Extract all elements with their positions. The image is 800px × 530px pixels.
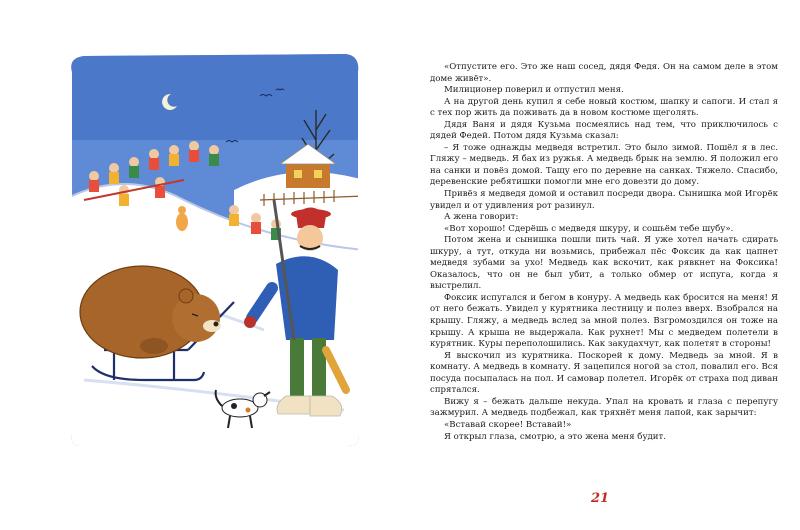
- paragraph: Я выскочил из курятника. Поскорей к дому. Медведь за мной. Я в комнату. А медведь в комнату. Я зацепился ногой за стол, повалил его. Вся посуда посыпалась на пол. И самовар полетел. Игорёк от страха под диван спрятался.: [430, 350, 778, 396]
- paragraph: Вижу я – бежать дальше некуда. Упал на кровать и глаза с перепугу зажмурил. А медведь подбежал, как тряхнёт меня лапой, как зарычит:: [430, 396, 778, 419]
- paragraph: Я открыл глаза, смотрю, а это жена меня будит.: [444, 431, 667, 442]
- paragraph: А жена говорит:: [444, 212, 519, 223]
- right-page: [400, 0, 800, 530]
- paragraph: Милиционер поверил и отпустил меня.: [444, 85, 624, 96]
- paragraph: – Я тоже однажды медведя встретил. Это было зимой. Пошёл я в лес. Гляжу – медведь. Я бах из ружья. А медведь брык на землю. Я положил его на санки и повёз домой. Тащу его по деревне на санках. Тяжело. Спасибо, деревенские ребятишки помогли мне его довезти до дому.: [430, 142, 778, 188]
- paragraph: «Отпустите его. Это же наш сосед, дядя Федя. Он на самом деле в этом доме живёт».: [430, 62, 778, 84]
- illustration-bear-sled: [64, 50, 364, 450]
- paragraph: Потом жена и сынишка пошли пить чай. Я уже хотел начать сдирать шкуру, а тут, откуда ни возьмись, прибежал пёс Фоксик да как цапнет медведя зубами за ухо! Медведь как вскочит, как рявкнет на Фоксика! Оказалось, что он не был убит, а только обмер от испуга, когда я выстрелил.: [430, 235, 778, 292]
- paragraph: Привёз я медведя домой и оставил посреди двора. Сынишка мой Игорёк увидел и от удивления рот разинул.: [430, 189, 778, 211]
- paragraph: Фоксик испугался и бегом в конуру. А медведь как бросится на меня! Я от него бежать. Увидел у курятника лестницу и полез вверх. Взобрался на крышу. Гляжу, а медведь вслед за мной полез. Взгромоздился он тоже на крышу. А крыша не выдержала. Как рухнет! Мы с медведем полетели в курятник. Куры переполошились. Как закудахчут, как полетят в стороны!: [430, 292, 778, 350]
- paragraph: «Вот хорошо! Сдерёшь с медведя шкуру, и сошьём тебе шубу».: [444, 223, 734, 234]
- paragraph: Дядя Ваня и дядя Кузьма посмеялись над тем, что приключилось с дядей Федей. Потом дядя Кузьма сказал:: [430, 119, 778, 142]
- paragraph: «Вставай скорее! Вставай!»: [444, 419, 572, 430]
- story-text: [430, 62, 778, 443]
- paragraph: А на другой день купил я себе новый костюм, шапку и сапоги. И стал я с тех пор жить да поживать да в новом костюме щеголять.: [430, 96, 778, 119]
- page-number: 21: [590, 491, 610, 506]
